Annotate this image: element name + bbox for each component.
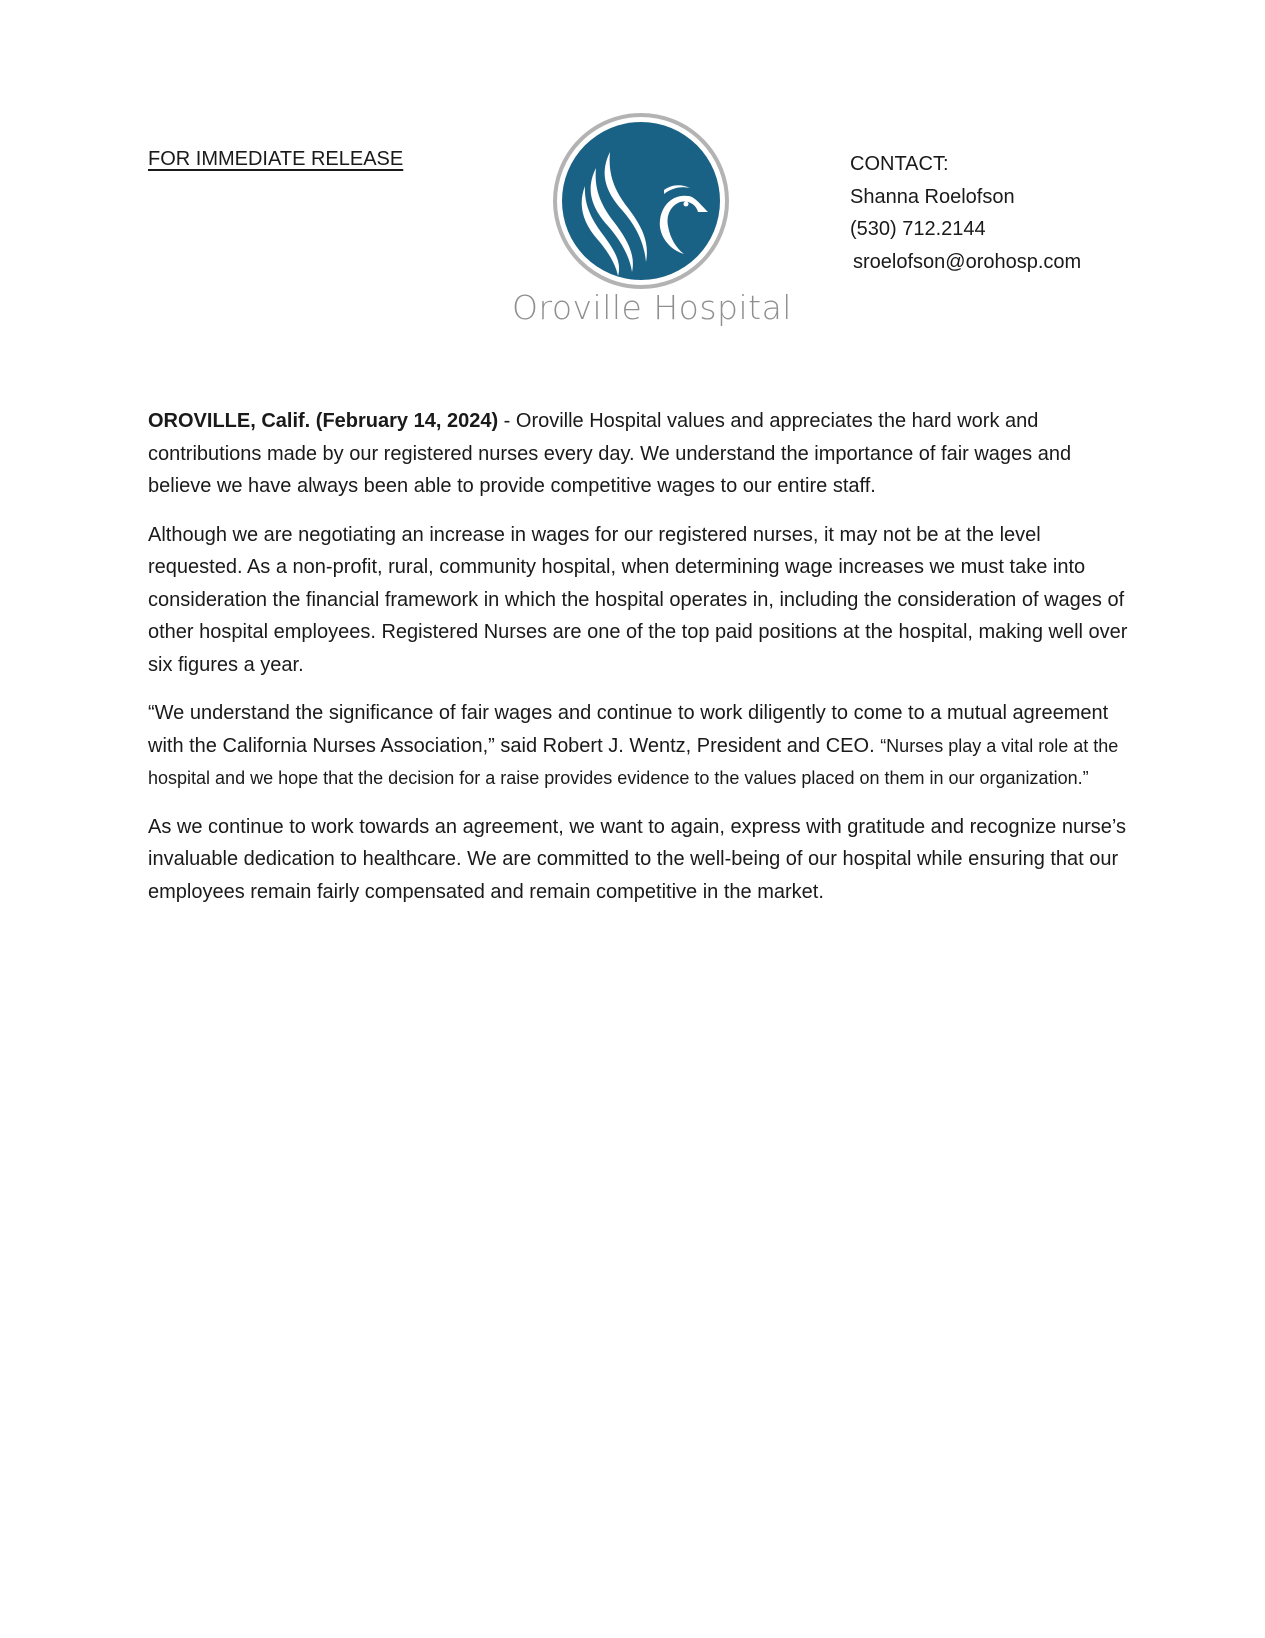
release-label: FOR IMMEDIATE RELEASE: [148, 148, 404, 170]
ceo-quote-text: “We understand the significance of fair wages and continue to work diligently to come to a mutual agreement with the California Nurses Association,” said Robert J. Wentz, President and CEO.: [148, 702, 1109, 757]
paragraph-intro: [148, 405, 1128, 503]
contact-name: Shanna Roelofson: [850, 185, 1015, 208]
paragraph-negotiation: Although we are negotiating an increase in wages for our registered nurses, it may not be at the level requested. As a non-profit, rural, community hospital, when determining wage increases we must take into consideration the financial framework in which the hospital operates in, including the consideration of wages of other hospital employees. Registered Nurses are one of the top paid positions at the hospital, making well over six figures a year.: [148, 523, 1128, 676]
contact-label: CONTACT:: [850, 153, 949, 175]
dove-wing-icon: [552, 112, 730, 290]
paragraph-intro-text: - Oroville Hospital values and appreciates the hard work and contributions made by our registered nurses every day. We understand the importance of fair wages and believe we have always been able to provide competitive wages to our entire staff.: [148, 410, 1072, 497]
dateline: OROVILLE, Calif. (February 14, 2024): [148, 410, 499, 432]
release-body: [148, 405, 1128, 924]
contact-phone: (530) 712.2144: [850, 218, 986, 240]
ceo-quote-small: “Nurses play a vital role at the hospital and we hope that the decision for a raise provides evidence to the values placed on them in our organization.”: [148, 735, 1119, 788]
paragraph-ceo-quote: [148, 697, 1128, 795]
logo-text: Oroville Hospital: [512, 288, 792, 327]
contact-email[interactable]: sroelofson@orohosp.com: [853, 250, 1082, 273]
hospital-logo: [512, 112, 792, 332]
paragraph-closing: As we continue to work towards an agreement, we want to again, express with gratitude and recognize nurse’s invaluable dedication to healthcare. We are committed to the well-being of our hospital while ensuring that our employees remain fairly compensated and remain competitive in the market.: [148, 815, 1126, 903]
contact-block: [850, 148, 1081, 278]
